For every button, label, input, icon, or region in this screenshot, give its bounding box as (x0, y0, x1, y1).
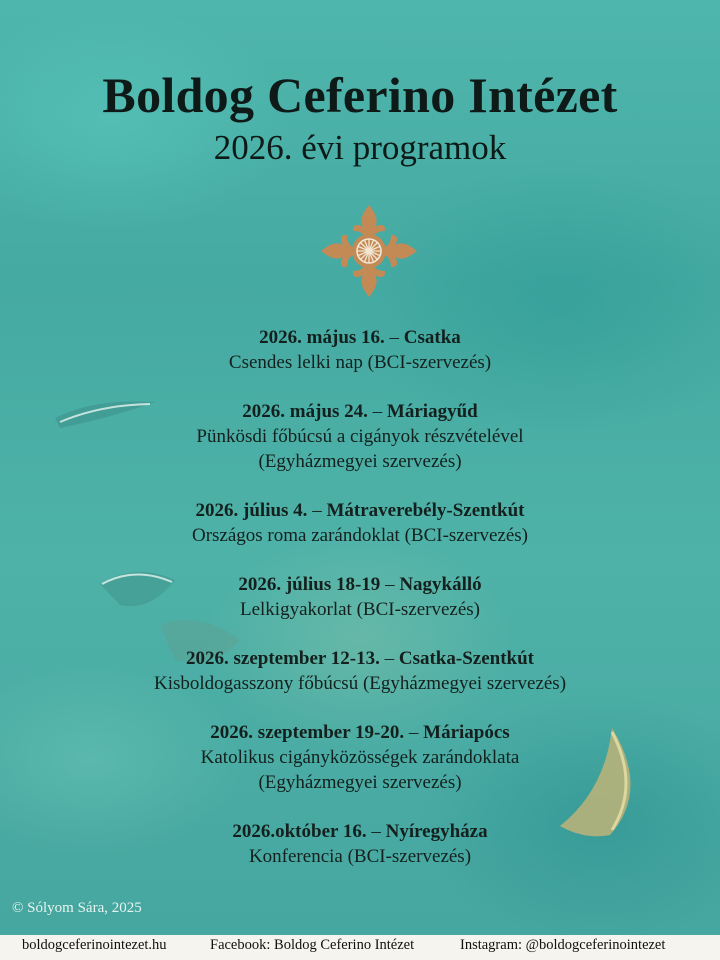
event-place: Nagykálló (399, 574, 482, 595)
event-description: Lelkigyakorlat (BCI-szervezés) (239, 599, 481, 620)
footer-bar (0, 935, 720, 960)
instagram-link[interactable]: Instagram: @boldogceferinointezet (460, 937, 666, 953)
event-place: Máriapócs (423, 722, 510, 743)
event-organizer: (Egyházmegyei szervezés) (258, 772, 462, 793)
event-description: Kisboldogasszony főbúcsú (Egyházmegyei szervezés) (153, 673, 567, 694)
event-item (0, 721, 720, 795)
event-place: Csatka (403, 327, 461, 348)
event-description: Katolikus cigányközösségek zarándoklata (200, 747, 520, 768)
facebook-link[interactable]: Facebook: Boldog Ceferino Intézet (210, 937, 415, 953)
page-subtitle: 2026. évi programok (213, 128, 507, 167)
event-description: Csendes lelki nap (BCI-szervezés) (228, 352, 492, 373)
event-list (0, 326, 720, 894)
event-item (0, 573, 720, 622)
event-heading: 2026. május 16. – Csatka (259, 327, 461, 348)
event-description: Országos roma zarándoklat (BCI-szervezés) (191, 525, 529, 546)
event-description: Pünkösdi főbúcsú a cigányok részvételével (196, 426, 524, 447)
event-organizer: (Egyházmegyei szervezés) (258, 451, 462, 472)
event-item (0, 820, 720, 869)
event-date: 2026. július 4. (195, 500, 308, 521)
event-item (0, 400, 720, 474)
event-place: Nyíregyháza (385, 821, 488, 842)
event-heading: 2026. május 24. – Máriagyűd (242, 401, 478, 422)
event-item (0, 499, 720, 548)
event-heading: 2026. szeptember 19-20. – Máriapócs (210, 722, 510, 743)
event-heading: 2026. július 18-19 – Nagykálló (238, 574, 482, 595)
event-heading: 2026. szeptember 12-13. – Csatka-Szentkút (186, 648, 534, 669)
event-place: Csatka-Szentkút (398, 648, 534, 669)
event-heading: 2026. július 4. – Mátraverebély-Szentkút (195, 500, 525, 521)
event-description: Konferencia (BCI-szervezés) (248, 846, 472, 867)
event-date: 2026.október 16. (232, 821, 367, 842)
event-date: 2026. július 18-19 (238, 574, 381, 595)
event-place: Mátraverebély-Szentkút (326, 500, 525, 521)
website-link[interactable]: boldogceferinointezet.hu (22, 937, 167, 953)
page-title: Boldog Ceferino Intézet (102, 67, 618, 123)
event-item (0, 326, 720, 375)
event-date: 2026. május 16. (259, 327, 385, 348)
event-heading: 2026.október 16. – Nyíregyháza (232, 821, 488, 842)
event-date: 2026. május 24. (242, 401, 368, 422)
event-date: 2026. szeptember 19-20. (210, 722, 405, 743)
copyright-notice: © Sólyom Sára, 2025 (12, 900, 142, 916)
event-place: Máriagyűd (386, 401, 478, 422)
event-date: 2026. szeptember 12-13. (186, 648, 380, 669)
cross-wheel-emblem-icon (319, 203, 419, 299)
event-item (0, 647, 720, 696)
